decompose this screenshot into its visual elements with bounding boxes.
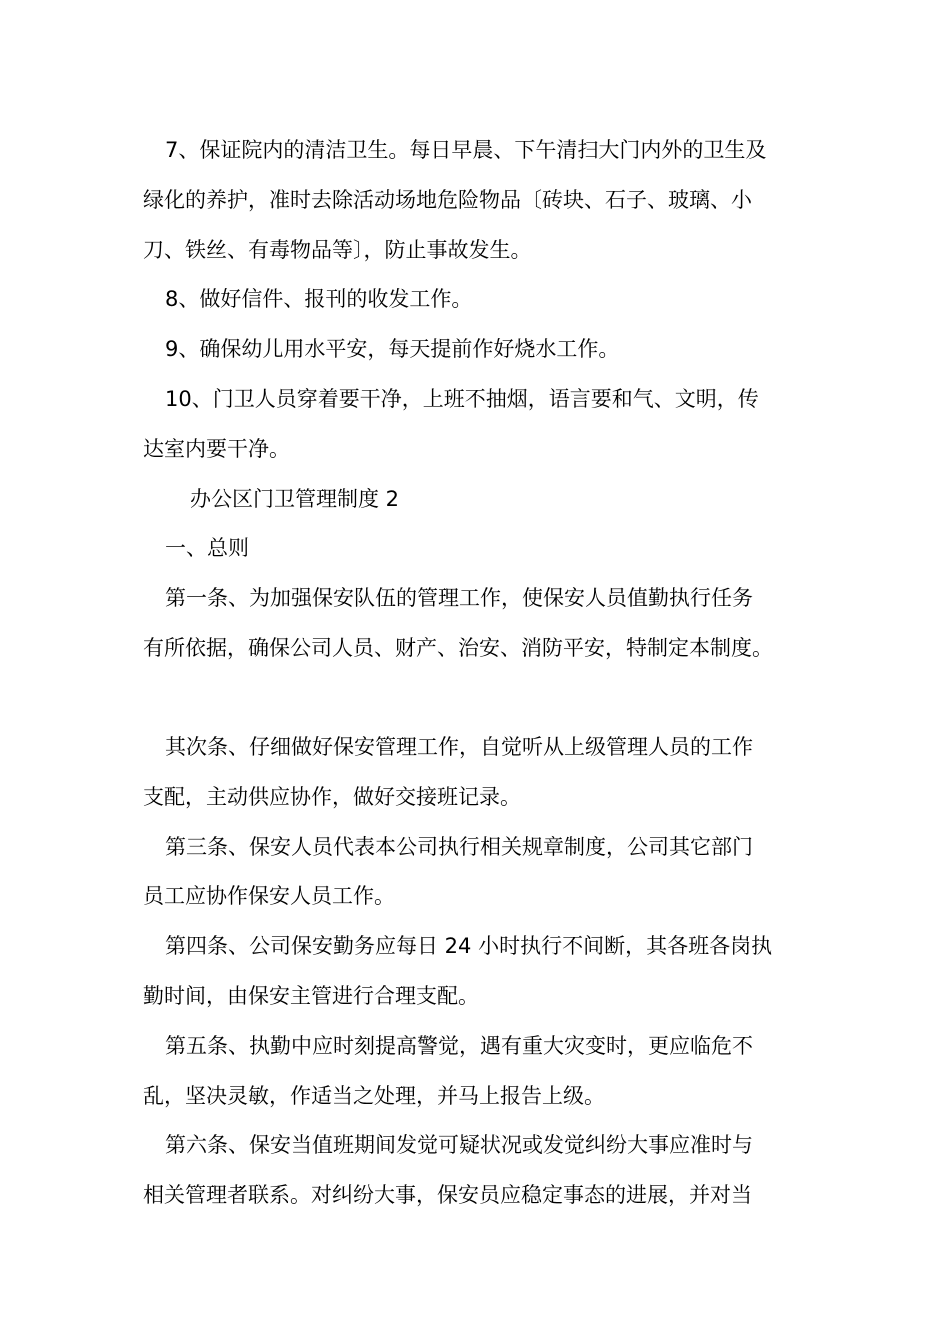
paragraph-line: 第六条、保安当值班期间发觉可疑状况或发觉纠纷大事应准时与 (165, 1133, 753, 1157)
paragraph-line: 9、确保幼儿用水平安，每天提前作好烧水工作。 (165, 337, 620, 361)
section-heading: 一、总则 (165, 536, 249, 560)
paragraph-line: 刀、铁丝、有毒物品等〕，防止事故发生。 (143, 238, 532, 262)
paragraph-line: 第五条、执勤中应时刻提高警觉，遇有重大灾变时，更应临危不 (165, 1034, 753, 1058)
paragraph-line: 支配，主动供应协作，做好交接班记录。 (143, 785, 521, 809)
paragraph-line: 第一条、为加强保安队伍的管理工作，使保安人员值勤执行任务 (165, 586, 753, 610)
paragraph-line: 绿化的养护，准时去除活动场地危险物品〔砖块、石子、玻璃、小 (143, 188, 752, 212)
paragraph-line: 第四条、公司保安勤务应每日 24 小时执行不间断，其各班各岗执 (165, 934, 773, 958)
paragraph-line: 8、做好信件、报刊的收发工作。 (165, 287, 473, 311)
paragraph-line: 乱，坚决灵敏，作适当之处理，并马上报告上级。 (143, 1084, 605, 1108)
paragraph-line: 员工应协作保安人员工作。 (143, 884, 395, 908)
paragraph-line: 第三条、保安人员代表本公司执行相关规章制度，公司其它部门 (165, 835, 753, 859)
paragraph-line: 有所依据，确保公司人员、财产、治安、消防平安，特制定本制度。 (143, 636, 773, 660)
paragraph-line: 相关管理者联系。对纠纷大事，保安员应稳定事态的进展，并对当 (143, 1183, 752, 1207)
paragraph-line: 达室内要干净。 (143, 437, 290, 461)
paragraph-line: 其次条、仔细做好保安管理工作，自觉听从上级管理人员的工作 (165, 735, 753, 759)
paragraph-line: 勤时间，由保安主管进行合理支配。 (143, 984, 479, 1008)
paragraph-line: 10、门卫人员穿着要干净，上班不抽烟，语言要和气、文明，传 (165, 387, 759, 411)
section-title: 办公区门卫管理制度 2 (190, 487, 400, 511)
paragraph-line: 7、保证院内的清洁卫生。每日早晨、下午清扫大门内外的卫生及 (165, 138, 767, 162)
